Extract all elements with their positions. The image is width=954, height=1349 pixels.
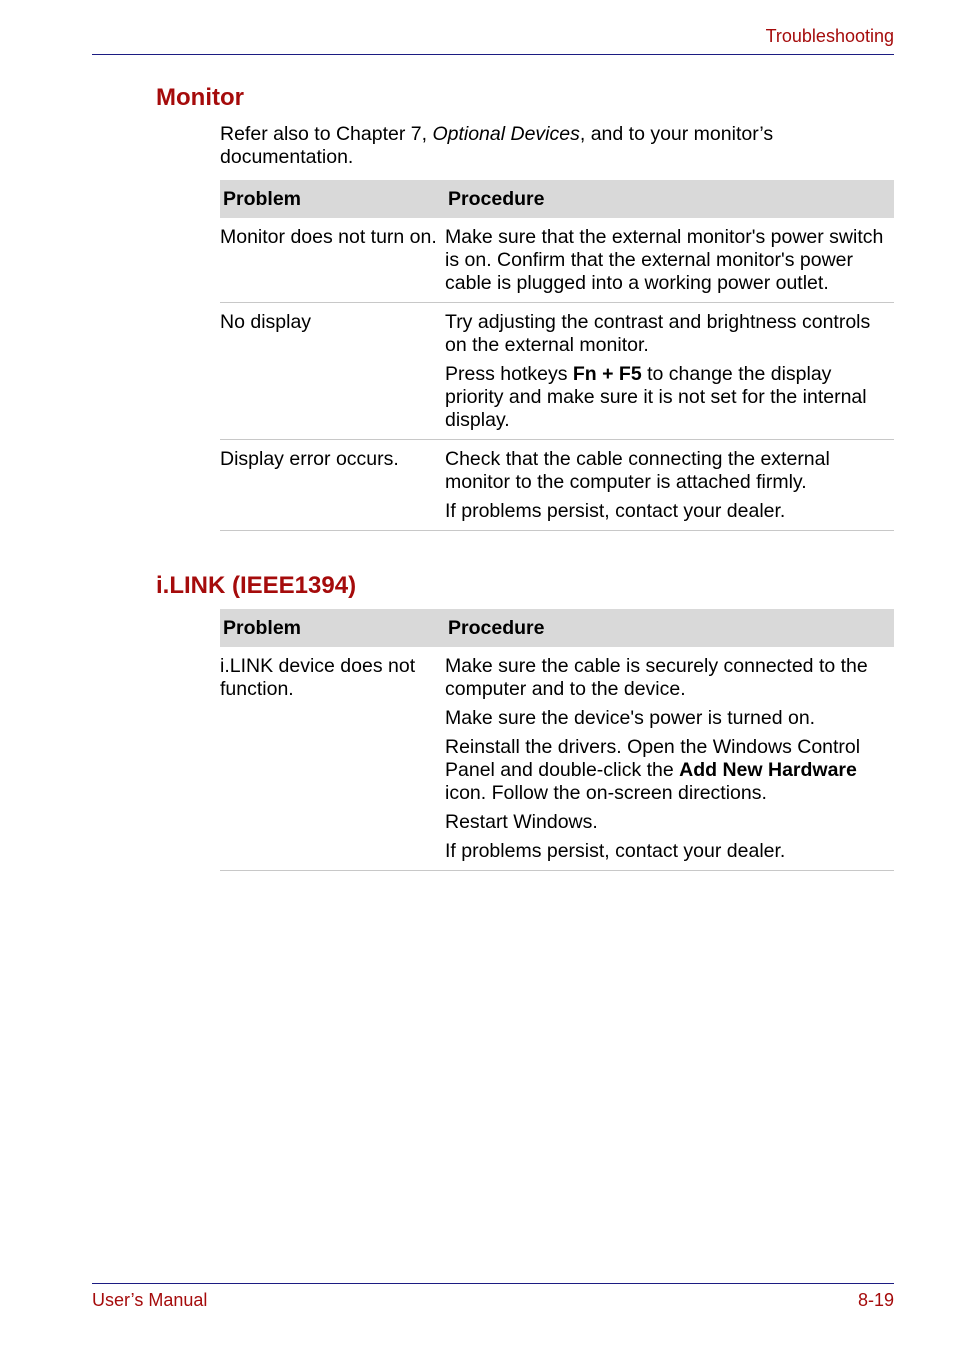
table-row xyxy=(220,440,894,531)
monitor-table xyxy=(220,180,894,531)
column-header-problem: Problem xyxy=(223,616,302,639)
column-header-problem: Problem xyxy=(223,187,302,210)
procedure-cell xyxy=(445,647,894,871)
problem-cell: Monitor does not turn on. xyxy=(220,218,445,303)
procedure-step: Make sure the cable is securely connected to the computer and to the device. xyxy=(445,655,868,700)
procedure-step xyxy=(445,736,894,805)
procedure-step: Check that the cable connecting the external monitor to the computer is attached firmly. xyxy=(445,448,830,493)
procedure-step xyxy=(445,363,894,432)
table-header xyxy=(220,609,894,647)
monitor-section-title: Monitor xyxy=(156,84,244,111)
column-header-procedure: Procedure xyxy=(448,616,545,639)
intro-suffix: , and to your monitor’s documentation. xyxy=(220,123,774,168)
table-header-row xyxy=(220,609,894,647)
procedure-step: If problems persist, contact your dealer. xyxy=(445,500,786,522)
procedure-step: Try adjusting the contrast and brightness controls on the external monitor. xyxy=(445,311,871,356)
procedure-step: If problems persist, contact your dealer. xyxy=(445,840,786,862)
intro-chapter-ref: Optional Devices xyxy=(432,123,580,145)
procedure-cell xyxy=(445,218,894,303)
problem-cell: i.LINK device does not function. xyxy=(220,647,445,871)
table-row xyxy=(220,218,894,303)
ilink-table xyxy=(220,609,894,871)
intro-prefix: Refer also to Chapter 7, xyxy=(220,123,433,145)
header-divider xyxy=(92,54,894,55)
step-text: to change the display priority and make sure it is not set for the internal display. xyxy=(445,363,867,431)
icon-name-text: Add New Hardware xyxy=(679,759,857,781)
column-header-procedure: Procedure xyxy=(448,187,545,210)
step-text: icon. Follow the on-screen directions. xyxy=(445,782,767,804)
monitor-intro xyxy=(220,123,840,169)
problem-cell: No display xyxy=(220,303,445,440)
procedure-cell xyxy=(445,440,894,531)
procedure-step: Make sure that the external monitor's power switch is on. Confirm that the external monitor's power cable is plugged into a working power outlet. xyxy=(445,226,884,294)
step-text: Press hotkeys xyxy=(445,363,573,385)
hotkey-text: Fn + F5 xyxy=(572,363,642,385)
page-number: 8-19 xyxy=(857,1290,894,1310)
table-row xyxy=(220,303,894,440)
procedure-cell xyxy=(445,303,894,440)
footer-manual-title: User’s Manual xyxy=(92,1290,208,1310)
procedure-step: Restart Windows. xyxy=(445,811,598,833)
table-row xyxy=(220,647,894,871)
ilink-section-title: i.LINK (IEEE1394) xyxy=(156,572,357,599)
footer-divider xyxy=(92,1283,894,1284)
running-header: Troubleshooting xyxy=(765,26,894,46)
procedure-step: Make sure the device's power is turned on. xyxy=(445,707,816,729)
table-header xyxy=(220,180,894,218)
problem-cell: Display error occurs. xyxy=(220,440,445,531)
step-text: Reinstall the drivers. Open the Windows Control Panel and double-click the xyxy=(445,736,861,781)
table-header-row xyxy=(220,180,894,218)
